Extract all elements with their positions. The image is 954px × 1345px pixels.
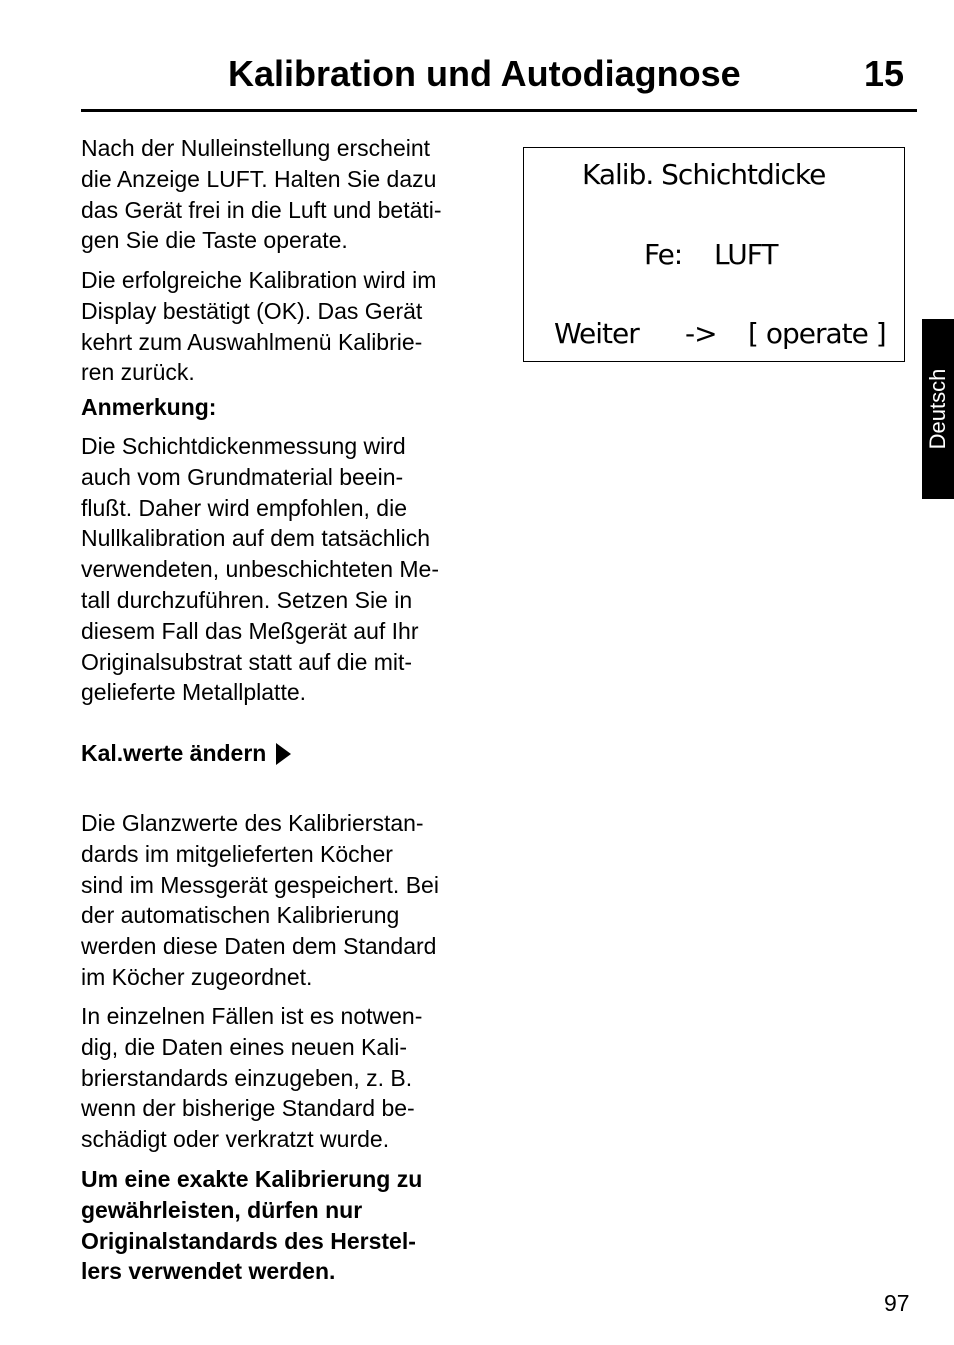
text-line: Originalsubstrat statt auf die mit- — [81, 648, 413, 675]
text-line: Nach der Nulleinstellung erscheint — [81, 135, 431, 161]
language-tab-label: Deutsch — [925, 368, 950, 450]
display-arrow: -> — [685, 317, 717, 350]
paragraph-new-standard — [81, 1001, 491, 1155]
header-rule — [81, 109, 917, 112]
text-line: kehrt zum Auswahlmenü Kalibrie- — [81, 328, 423, 355]
section-heading-label: Kal.werte ändern — [81, 740, 267, 766]
note-heading: Anmerkung: — [81, 394, 217, 420]
paragraph-note — [81, 431, 491, 708]
display-title: Kalib. Schichtdicke — [582, 158, 826, 191]
text-line: gen Sie die Taste operate. — [81, 227, 348, 254]
chapter-number: 15 — [864, 53, 905, 94]
section-heading — [81, 738, 491, 769]
text-line: Nullkalibration auf dem tatsächlich — [81, 525, 431, 552]
text-line: lers verwendet werden. — [81, 1258, 336, 1285]
text-line: Originalstandards des Herstel- — [81, 1227, 416, 1254]
display-next-label: Weiter — [554, 317, 639, 350]
text-line: dards im mitgelieferten Köcher — [81, 840, 393, 867]
text-line: brierstandards einzugeben, z. B. — [81, 1064, 413, 1091]
play-arrow-icon — [276, 743, 291, 765]
text-line: ren zurück. — [81, 359, 195, 386]
text-line: im Köcher zugeordnet. — [81, 963, 313, 990]
text-line: Die erfolgreiche Kalibration wird im — [81, 267, 437, 293]
text-line: gelieferte Metallplatte. — [81, 679, 307, 706]
display-substrate-value: LUFT — [714, 238, 778, 271]
text-line: der automatischen Kalibrierung — [81, 902, 400, 929]
text-line: Die Glanzwerte des Kalibrierstan- — [81, 810, 424, 836]
text-line: verwendeten, unbeschichteten Me- — [81, 556, 439, 583]
warning-paragraph — [81, 1164, 491, 1287]
text-line: flußt. Daher wird empfohlen, die — [81, 494, 407, 521]
text-line: schädigt oder verkratzt wurde. — [81, 1126, 390, 1153]
text-line: sind im Messgerät gespeichert. Bei — [81, 871, 439, 898]
text-line: Display bestätigt (OK). Das Gerät — [81, 297, 423, 324]
paragraph-calibration-ok — [81, 265, 491, 388]
display-operate-key: [ operate ] — [748, 317, 886, 350]
text-line: wenn der bisherige Standard be- — [81, 1095, 415, 1122]
language-tab — [922, 319, 954, 499]
device-display — [523, 147, 905, 362]
display-substrate-label: Fe: — [644, 238, 683, 271]
text-line: Um eine exakte Kalibrierung zu — [81, 1166, 423, 1192]
text-line: dig, die Daten eines neuen Kali- — [81, 1033, 408, 1060]
text-line: gewährleisten, dürfen nur — [81, 1196, 363, 1223]
text-line: In einzelnen Fällen ist es notwen- — [81, 1003, 423, 1029]
text-line: werden diese Daten dem Standard — [81, 933, 437, 960]
text-line: tall durchzuführen. Setzen Sie in — [81, 586, 413, 613]
page-title: Kalibration und Autodiagnose — [228, 53, 741, 94]
text-line: auch vom Grundmaterial beein- — [81, 463, 404, 490]
paragraph-zero-calibration — [81, 133, 491, 256]
text-line: das Gerät frei in die Luft und betäti- — [81, 196, 442, 223]
text-line: Die Schichtdickenmessung wird — [81, 433, 406, 459]
page-number: 97 — [884, 1290, 910, 1316]
text-line: die Anzeige LUFT. Halten Sie dazu — [81, 165, 437, 192]
paragraph-gloss-standards — [81, 808, 491, 993]
text-line: diesem Fall das Meßgerät auf Ihr — [81, 617, 419, 644]
